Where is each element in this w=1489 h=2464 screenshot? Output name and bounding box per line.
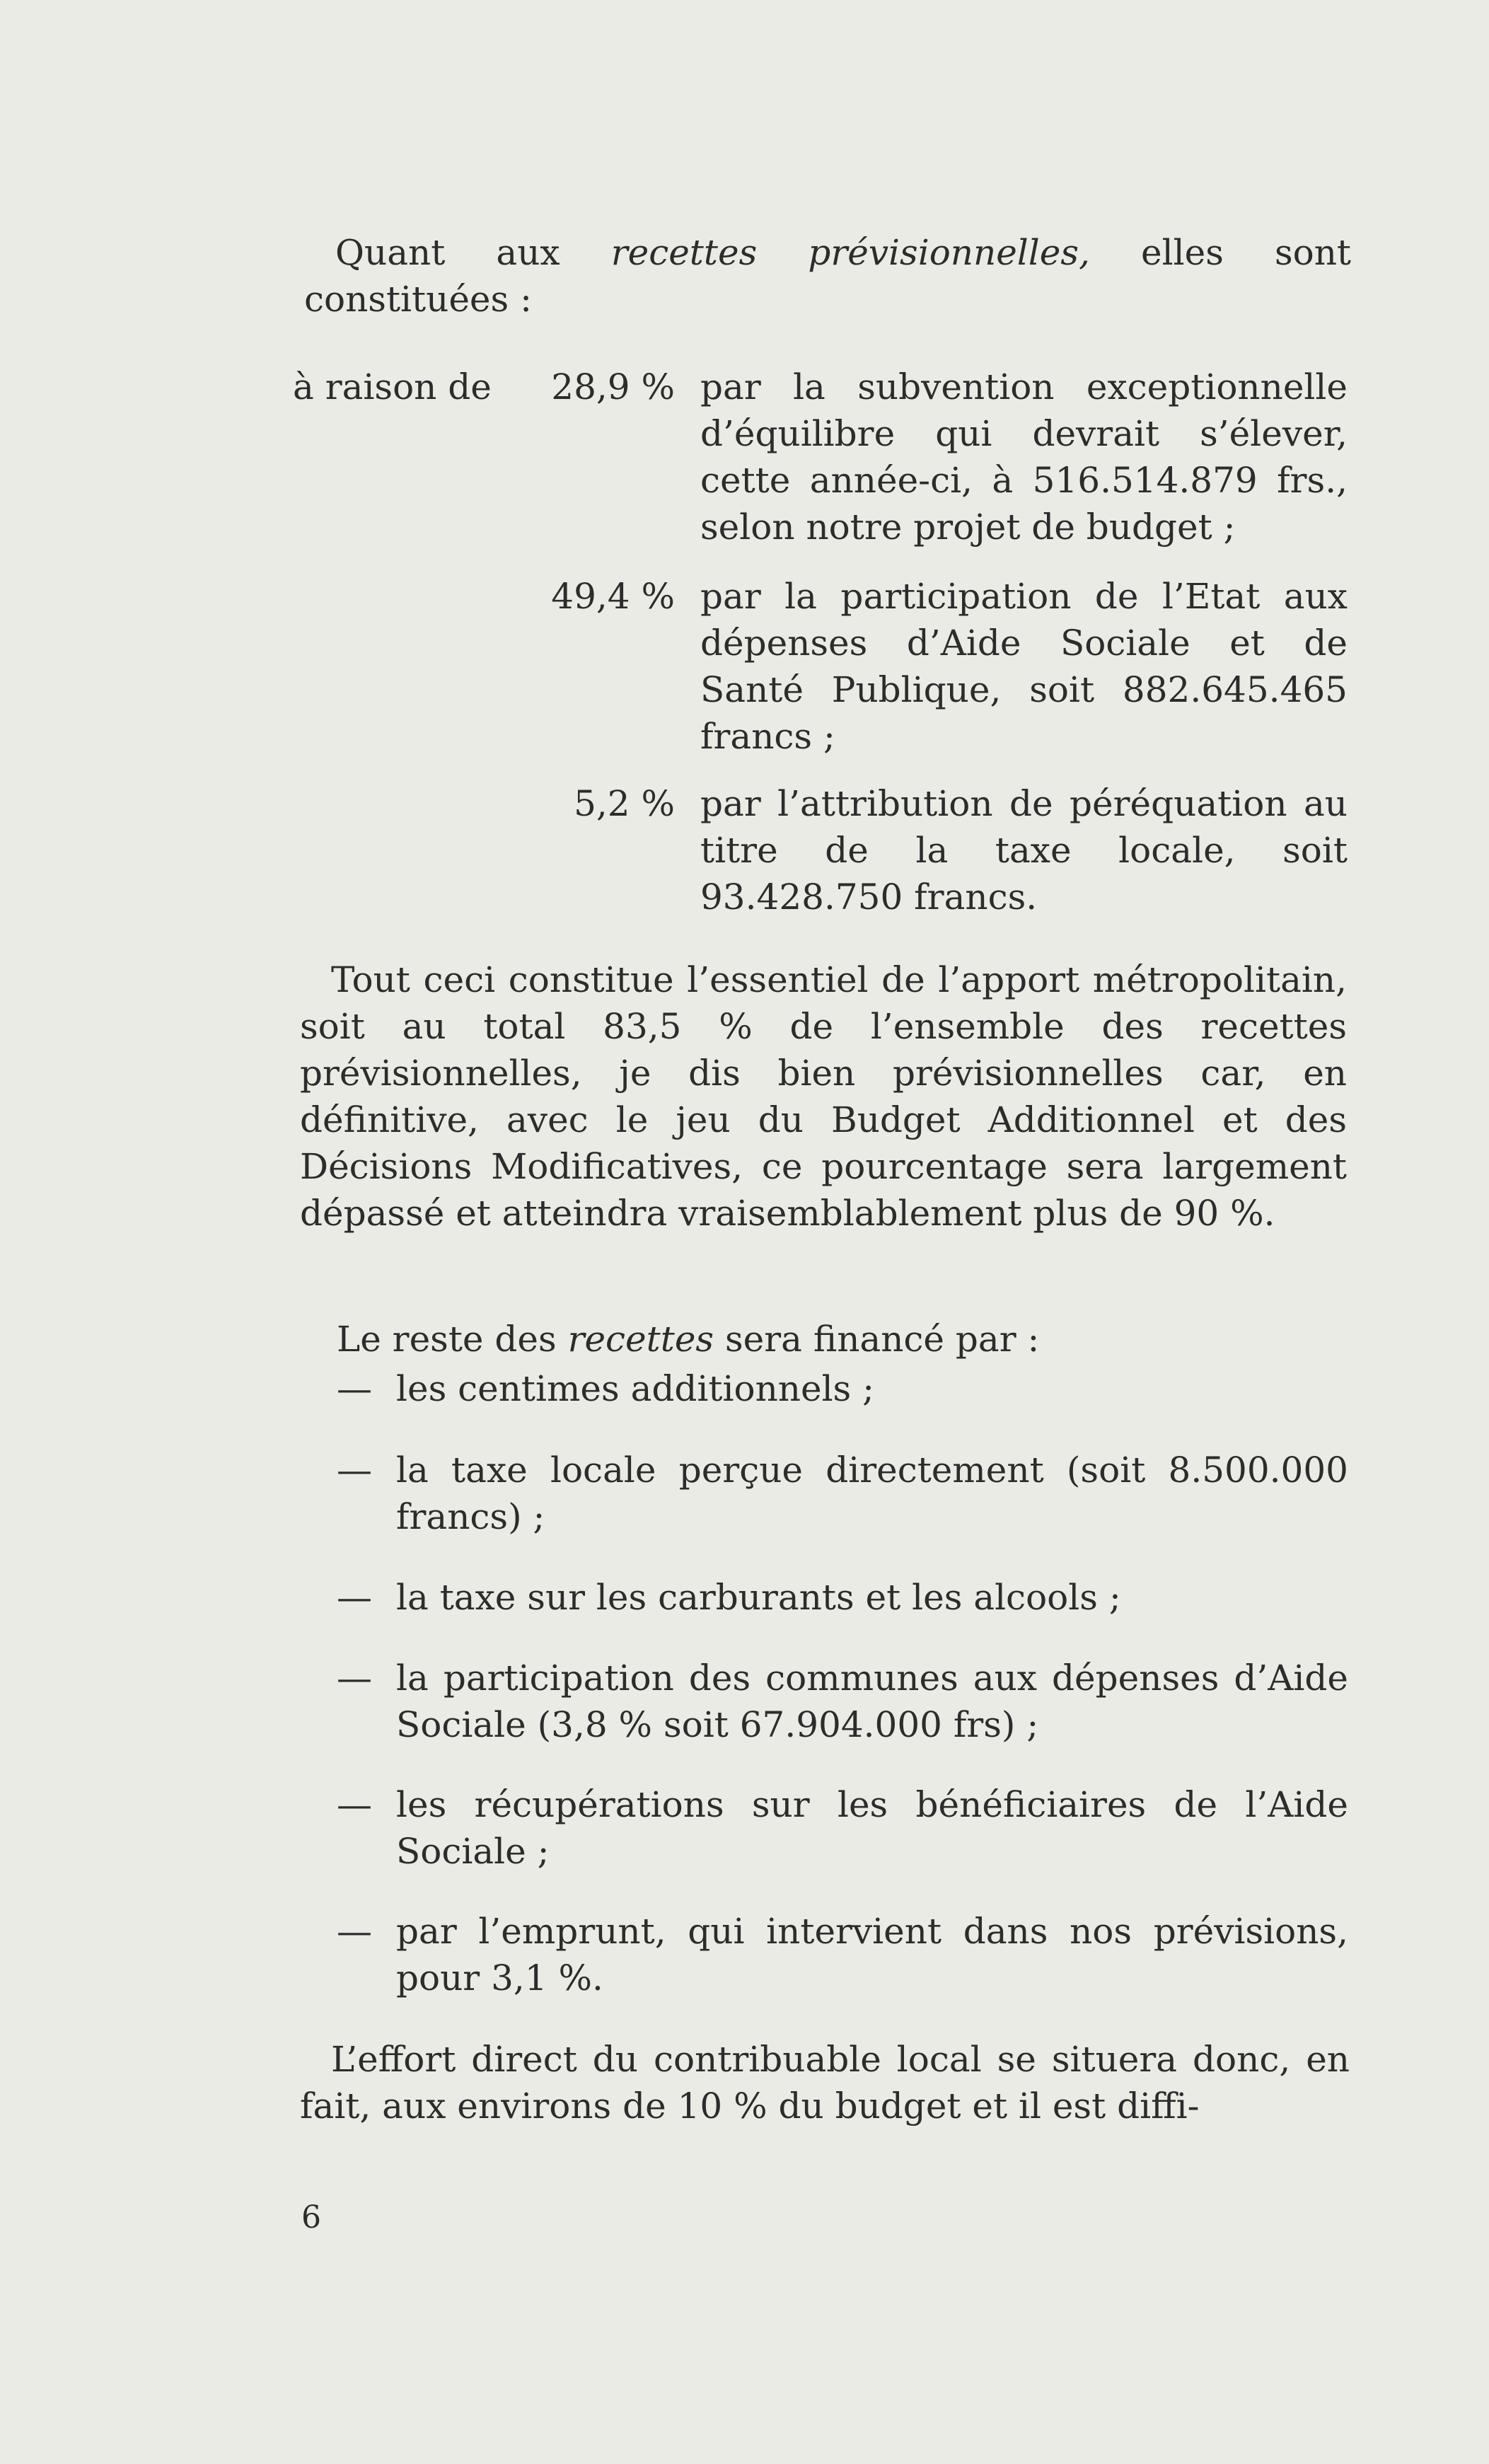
dash-bullet: — — [337, 1450, 372, 1491]
list-item-text: la taxe locale perçue directement (soit 8.500.000 francs) ; — [396, 1450, 1348, 1537]
page-number: 6 — [301, 2199, 321, 2235]
remainder-emphasis: recettes — [567, 1319, 714, 1360]
intro-tail: elles sont constituées : — [304, 232, 1352, 320]
remainder-lead: Le reste des — [337, 1319, 568, 1360]
closing-paragraph: L’effort direct du contribuable local se situera donc, en fait, aux environs de 10 % du budget et il est diffi- — [300, 2039, 1350, 2127]
intro-paragraph — [304, 229, 1351, 323]
dash-bullet: — — [337, 1658, 372, 1699]
list-item-text: par l’emprunt, qui intervient dans nos prévisions, pour 3,1 %. — [396, 1911, 1348, 1999]
breakdown-percent: 5,2 % — [574, 783, 675, 824]
list-item — [337, 1908, 1348, 2001]
breakdown-percent: 49,4 % — [551, 576, 675, 617]
list-item-text: les récupérations sur les bénéficiaires de l’Aide Sociale ; — [396, 1784, 1348, 1872]
intro-lead: Quant aux — [335, 232, 611, 273]
list-item-text: la taxe sur les carburants et les alcools ; — [396, 1577, 1121, 1618]
breakdown-description: par la subvention exceptionnelle d’équilibre qui devrait s’élever, cette année-ci, à 516.514.879 frs., selon notre projet de budget ; — [700, 366, 1348, 548]
dash-bullet: — — [337, 1577, 372, 1618]
breakdown-prefix: à raison de — [293, 366, 492, 407]
list-item — [337, 1365, 1348, 1412]
dash-bullet: — — [337, 1368, 372, 1409]
dash-bullet: — — [337, 1911, 372, 1952]
body-paragraph: Tout ceci constitue l’essentiel de l’apport métropolitain, soit au total 83,5 % de l’ensemble des recettes prévisionnelles, je dis bien prévisionnelles car, en définitive, avec le jeu du Budget Additionnel et des Décisions Modificatives, ce pourcentage sera largement dépassé et atteindra vraisemblablement plus de 90 %. — [300, 959, 1347, 1234]
list-item — [337, 1781, 1348, 1875]
breakdown-description: par l’attribution de péréquation au titre de la taxe locale, soit 93.428.750 francs. — [700, 783, 1348, 918]
list-item — [337, 1447, 1348, 1540]
list-item — [337, 1574, 1348, 1621]
remainder-lead-paragraph — [337, 1316, 1348, 1363]
breakdown-description: par la participation de l’Etat aux dépenses d’Aide Sociale et de Santé Publique, soit 882.645.465 francs ; — [700, 576, 1348, 757]
intro-emphasis: recettes prévisionnelles, — [610, 232, 1090, 273]
dash-bullet: — — [337, 1784, 372, 1825]
list-item-text: la participation des communes aux dépenses d’Aide Sociale (3,8 % soit 67.904.000 frs) ; — [396, 1658, 1348, 1745]
breakdown-percent: 28,9 % — [551, 366, 675, 407]
list-item — [337, 1655, 1348, 1748]
list-item-text: les centimes additionnels ; — [396, 1368, 874, 1409]
remainder-tail: sera financé par : — [714, 1319, 1040, 1360]
